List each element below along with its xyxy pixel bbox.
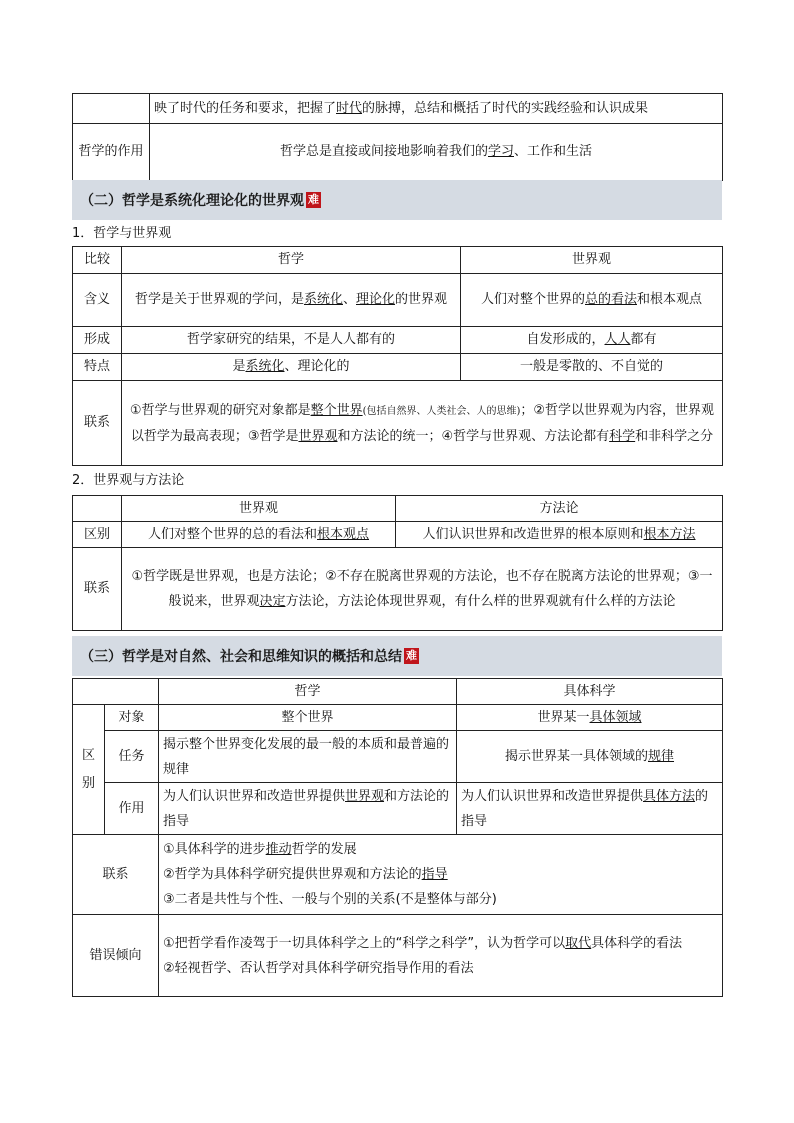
t3-row-role-label: 作用 bbox=[105, 783, 159, 835]
difficulty-badge: 难 bbox=[406, 649, 417, 662]
top-row1-label bbox=[73, 94, 150, 124]
t3-row-error-label: 错误倾向 bbox=[73, 915, 159, 997]
t3-link-item-1: ①具体科学的进步推动哲学的发展 bbox=[163, 842, 357, 857]
row-link-content: ①哲学与世界观的研究对象都是整个世界(包括自然界、人类社会、人的思维)；②哲学以世界观为内容，世界观以哲学为最高表现；③哲学是世界观和方法论的统一；④哲学与世界观、方法论都有科学和非科学之分 bbox=[122, 381, 723, 466]
t3-error-item-2: ②轻视哲学、否认哲学对具体科学研究指导作用的看法 bbox=[163, 960, 474, 976]
worldview-methodology-table bbox=[72, 495, 723, 631]
t2-row-link-label: 联系 bbox=[73, 548, 122, 631]
t3-row-object-label: 对象 bbox=[105, 705, 159, 731]
difficulty-badge: 难 bbox=[308, 193, 319, 206]
t2-row-diff-label: 区别 bbox=[73, 522, 122, 548]
subheading-worldview-methodology: 2．世界观与方法论 bbox=[72, 473, 185, 488]
row-feature-philosophy: 是系统化、理论化的 bbox=[122, 354, 461, 381]
t3-row-task-science: 揭示世界某一具体领域的规律 bbox=[457, 731, 723, 783]
t2-header-empty bbox=[73, 496, 122, 522]
row-formation-label: 形成 bbox=[73, 327, 122, 354]
t3-row-role-science: 为人们认识世界和改造世界提供具体方法的指导 bbox=[457, 783, 723, 835]
t3-row-link-label: 联系 bbox=[73, 835, 159, 915]
t3-group-diff: 区别 bbox=[73, 705, 105, 835]
row-formation-worldview: 自发形成的，人人都有 bbox=[461, 327, 723, 354]
row-feature-label: 特点 bbox=[73, 354, 122, 381]
section2-title: （二）哲学是系统化理论化的世界观 bbox=[80, 193, 304, 209]
t3-row-task-label: 任务 bbox=[105, 731, 159, 783]
row-feature-worldview: 一般是零散的、不自觉的 bbox=[461, 354, 723, 381]
row-formation-philosophy: 哲学家研究的结果，不是人人都有的 bbox=[122, 327, 461, 354]
t3-row-task-philosophy: 揭示整个世界变化发展的最一般的本质和最普遍的规律 bbox=[159, 731, 457, 783]
section3-title: （三）哲学是对自然、社会和思维知识的概括和总结 bbox=[80, 649, 402, 665]
role-label: 哲学的作用 bbox=[73, 124, 150, 181]
top-table bbox=[72, 93, 723, 181]
t3-row-object-science: 世界某一具体领域 bbox=[457, 705, 723, 731]
row-meaning-label: 含义 bbox=[73, 274, 122, 327]
section3-heading bbox=[72, 636, 722, 676]
t2-row-diff-worldview: 人们对整个世界的总的看法和根本观点 bbox=[122, 522, 396, 548]
section2-heading bbox=[72, 180, 722, 220]
role-content: 哲学总是直接或间接地影响着我们的学习、工作和生活 bbox=[150, 124, 723, 181]
t3-row-link-content bbox=[159, 835, 723, 915]
top-row1-content: 映了时代的任务和要求，把握了时代的脉搏，总结和概括了时代的实践经验和认识成果 bbox=[150, 94, 723, 124]
t3-row-object-philosophy: 整个世界 bbox=[159, 705, 457, 731]
philosophy-worldview-table bbox=[72, 246, 723, 466]
philosophy-science-table bbox=[72, 678, 723, 997]
t3-link-item-3: ③二者是共性与个性、一般与个别的关系(不是整体与部分) bbox=[163, 892, 497, 907]
t3-link-item-2: ②哲学为具体科学研究提供世界观和方法论的指导 bbox=[163, 867, 448, 882]
t2-row-link-content: ①哲学既是世界观，也是方法论；②不存在脱离世界观的方法论，也不存在脱离方法论的世界观；③一般说来，世界观决定方法论，方法论体现世界观，有什么样的世界观就有什么样的方法论 bbox=[122, 548, 723, 631]
t3-error-item-1: ①把哲学看作凌驾于一切具体科学之上的“科学之科学”，认为哲学可以取代具体科学的看法 bbox=[163, 935, 683, 951]
header-worldview: 世界观 bbox=[461, 247, 723, 274]
row-link-label: 联系 bbox=[73, 381, 122, 466]
row-meaning-philosophy: 哲学是关于世界观的学问，是系统化、理论化的世界观 bbox=[122, 274, 461, 327]
t3-row-error-content bbox=[159, 915, 723, 997]
t2-header-methodology: 方法论 bbox=[396, 496, 723, 522]
t3-header-empty bbox=[73, 679, 159, 705]
t3-header-philosophy: 哲学 bbox=[159, 679, 457, 705]
t3-header-science: 具体科学 bbox=[457, 679, 723, 705]
subheading-philosophy-worldview: 1．哲学与世界观 bbox=[72, 226, 172, 241]
t3-row-role-philosophy: 为人们认识世界和改造世界提供世界观和方法论的指导 bbox=[159, 783, 457, 835]
header-philosophy: 哲学 bbox=[122, 247, 461, 274]
row-meaning-worldview: 人们对整个世界的总的看法和根本观点 bbox=[461, 274, 723, 327]
t2-row-diff-methodology: 人们认识世界和改造世界的根本原则和根本方法 bbox=[396, 522, 723, 548]
header-compare: 比较 bbox=[73, 247, 122, 274]
t2-header-worldview: 世界观 bbox=[122, 496, 396, 522]
